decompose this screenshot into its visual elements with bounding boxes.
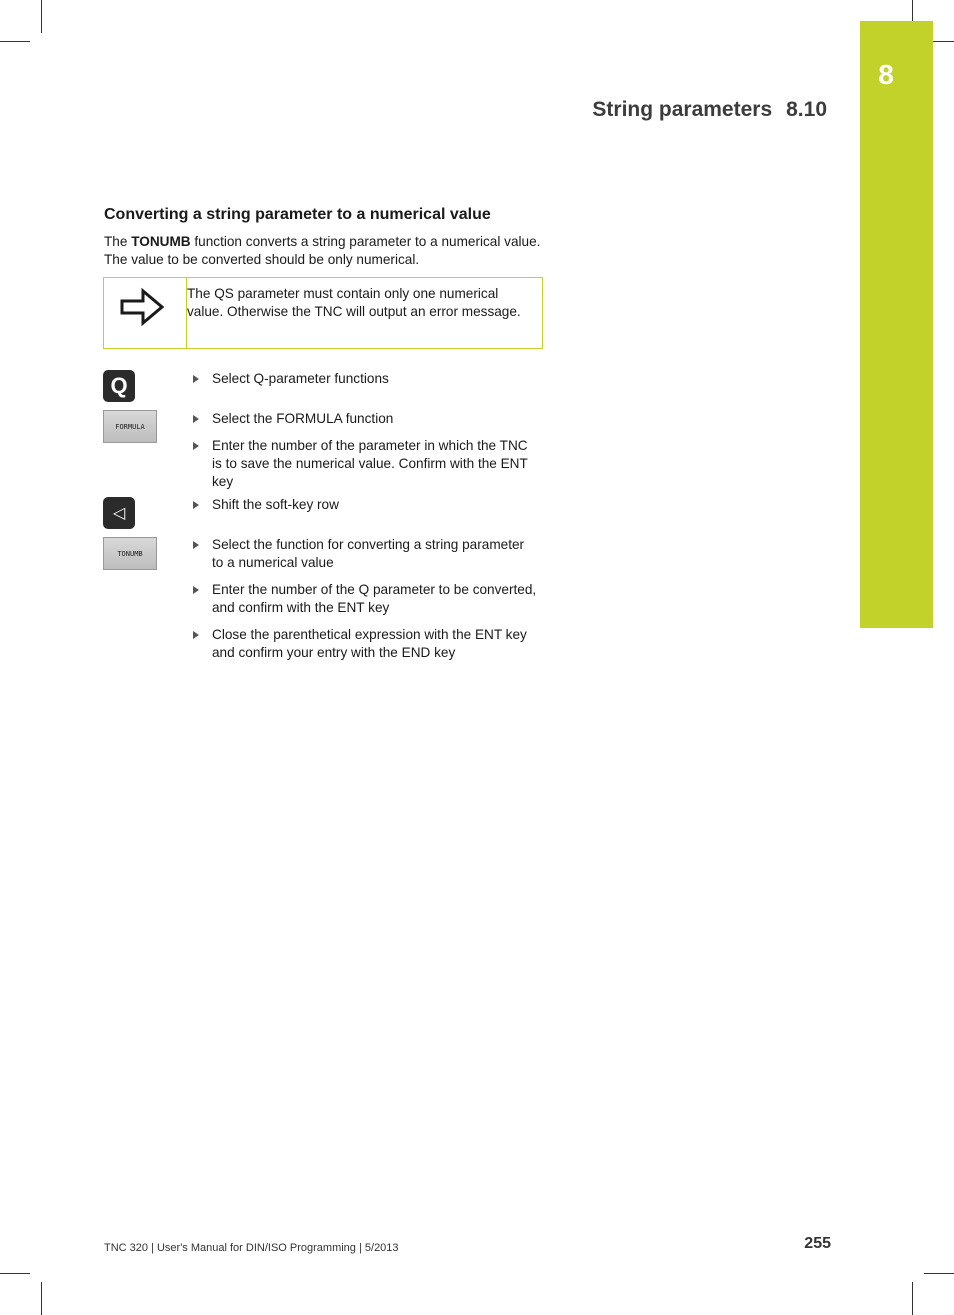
running-header-section: 8.10 <box>786 98 827 121</box>
note-text: The QS parameter must contain only one numerical value. Otherwise the TNC will output an error message. <box>187 286 521 319</box>
intro-prefix: The <box>104 234 132 249</box>
q-key-icon: Q <box>103 370 135 402</box>
step-item <box>193 410 538 428</box>
running-header <box>592 98 827 122</box>
step-text: Close the parenthetical expression with the ENT key and confirm your entry with the END key <box>212 627 527 660</box>
section-heading: Converting a string parameter to a numerical value <box>104 206 491 223</box>
chapter-number: 8 <box>878 59 894 90</box>
footer-text: TNC 320 | User's Manual for DIN/ISO Programming | 5/2013 <box>104 1242 399 1254</box>
intro-paragraph <box>104 233 544 268</box>
bullet-triangle-icon <box>193 442 199 450</box>
bullet-triangle-icon <box>193 586 199 594</box>
formula-softkey-icon: FORMULA <box>103 410 157 443</box>
shift-softkey-row-key-icon: ◁ <box>103 497 135 529</box>
crop-mark <box>41 0 42 33</box>
step-item <box>193 496 538 514</box>
right-arrow-icon <box>119 287 167 327</box>
crop-mark <box>0 1273 30 1274</box>
step-item <box>193 536 538 572</box>
intro-suffix: function converts a string parameter to a numerical value. The value to be converted should be only numerical. <box>104 234 541 267</box>
bullet-triangle-icon <box>193 631 199 639</box>
chapter-tab <box>860 21 933 628</box>
page-number: 255 <box>804 1235 831 1252</box>
step-item <box>193 370 538 388</box>
running-header-title: String parameters <box>592 98 773 121</box>
crop-mark <box>0 41 30 42</box>
step-item <box>193 437 538 491</box>
note-box <box>103 277 543 349</box>
note-icon-cell <box>104 278 187 348</box>
bullet-triangle-icon <box>193 375 199 383</box>
bullet-triangle-icon <box>193 501 199 509</box>
step-text: Select the FORMULA function <box>212 411 394 426</box>
crop-mark <box>912 1282 913 1315</box>
bullet-triangle-icon <box>193 541 199 549</box>
step-text: Enter the number of the parameter in which the TNC is to save the numerical value. Confirm with the ENT key <box>212 438 528 489</box>
step-text: Shift the soft-key row <box>212 497 339 512</box>
crop-mark <box>924 1273 954 1274</box>
step-item <box>193 581 538 617</box>
bullet-triangle-icon <box>193 415 199 423</box>
step-text: Enter the number of the Q parameter to be converted, and confirm with the ENT key <box>212 582 537 615</box>
crop-mark <box>41 1282 42 1315</box>
step-item <box>193 626 538 662</box>
intro-keyword: TONUMB <box>131 234 191 249</box>
step-text: Select the function for converting a string parameter to a numerical value <box>212 537 525 570</box>
tonumb-softkey-icon: TONUMB <box>103 537 157 570</box>
step-text: Select Q-parameter functions <box>212 371 389 386</box>
